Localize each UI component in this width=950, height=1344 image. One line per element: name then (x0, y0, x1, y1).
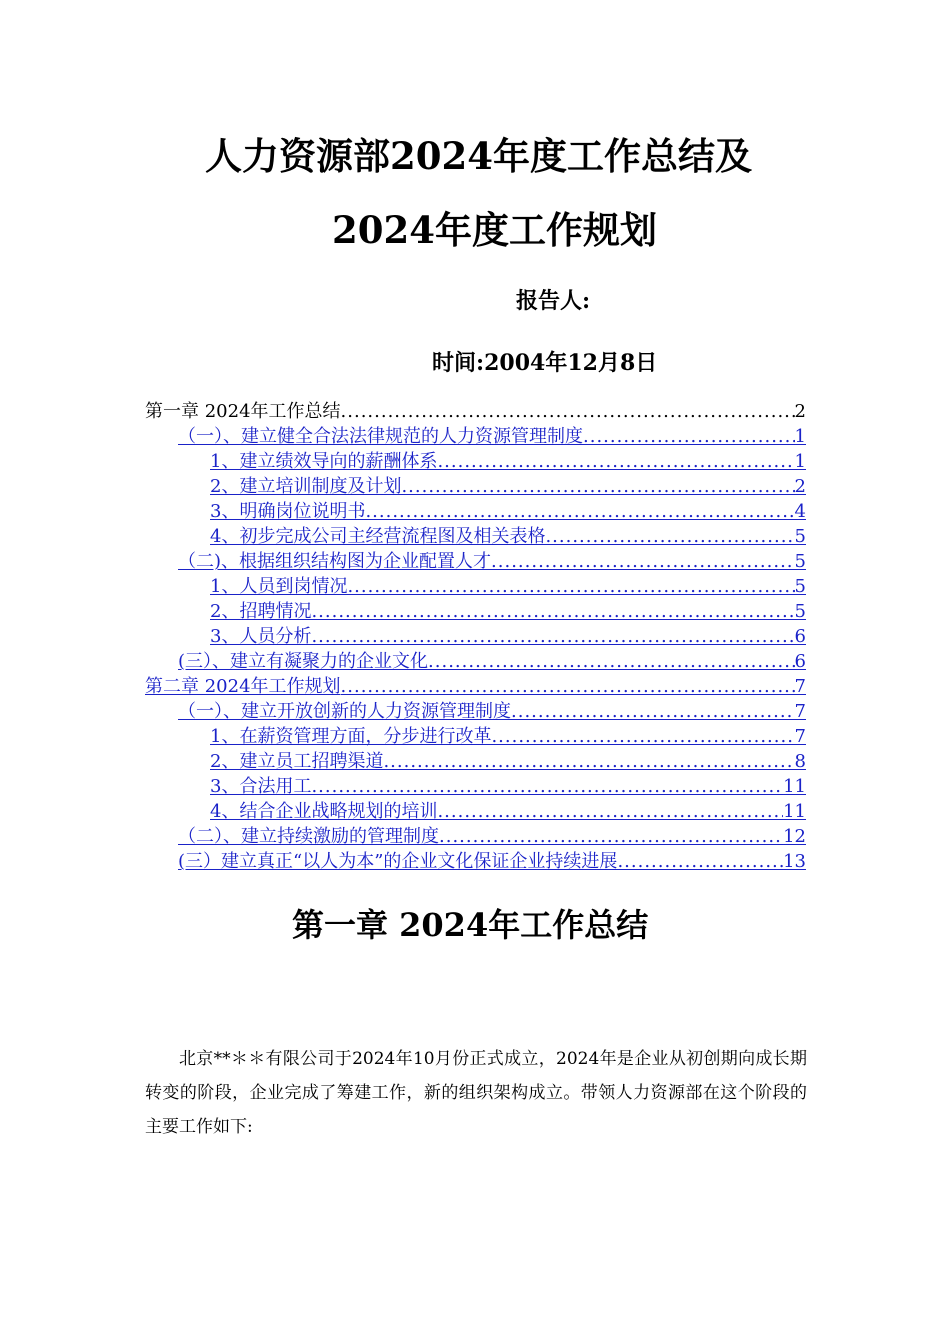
toc-entry-title: （二)、根据组织结构图为企业配置人才 (178, 551, 492, 572)
toc-entry-page: 7 (794, 701, 806, 722)
toc-dot-leader (341, 399, 795, 424)
toc-entry-title: (三）、建立有凝聚力的企业文化 (178, 651, 429, 672)
toc-entry[interactable] (145, 824, 806, 849)
toc-dot-leader (491, 549, 795, 574)
body-paragraph: 北京**＊＊有限公司于2024年10月份正式成立，2024年是企业从初创期向成长期转变的阶段，企业完成了筹建工作，新的组织架构成立。带领人力资源部在这个阶段的主要工作如下: (145, 1049, 807, 1137)
toc-entry-title: 3、人员分析 (210, 626, 312, 647)
toc-entry-title: 1、人员到岗情况 (210, 576, 348, 597)
document-title-line-2: 2024年度工作规划 (332, 208, 657, 252)
toc-entry[interactable] (145, 774, 806, 799)
toc-entry-page: 5 (794, 551, 806, 572)
toc-dot-leader (401, 474, 794, 499)
toc-dot-leader (341, 674, 795, 699)
toc-entry-page: 1 (794, 426, 806, 447)
toc-entry[interactable] (145, 799, 806, 824)
toc-entry-page: 5 (794, 601, 806, 622)
toc-entry-title: (三）建立真正“以人为本”的企业文化保证企业持续进展 (178, 851, 618, 872)
toc-dot-leader (311, 624, 794, 649)
toc-entry[interactable] (145, 524, 806, 549)
toc-entry-title: 3、明确岗位说明书 (210, 501, 366, 522)
toc-entry-page: 2 (794, 401, 806, 422)
report-date: 时间:2004年12月8日 (432, 350, 658, 376)
toc-dot-leader (347, 574, 794, 599)
toc-entry[interactable] (145, 449, 806, 474)
toc-entry-title: 1、建立绩效导向的薪酬体系 (210, 451, 438, 472)
toc-entry-page: 13 (783, 851, 806, 872)
toc-entry[interactable] (145, 599, 806, 624)
toc-entry-page: 1 (794, 451, 806, 472)
toc-dot-leader (437, 449, 794, 474)
toc-entry-title: （一）、建立开放创新的人力资源管理制度 (178, 701, 511, 722)
toc-entry-title: 3、合法用工 (210, 776, 312, 797)
toc-dot-leader (617, 849, 783, 874)
toc-entry[interactable] (145, 499, 806, 524)
toc-dot-leader (437, 799, 783, 824)
chapter-heading: 第一章 2024年工作总结 (292, 906, 649, 944)
toc-entry-page: 8 (794, 751, 806, 772)
toc-entry-title: 4、初步完成公司主经营流程图及相关表格 (210, 526, 546, 547)
toc-entry-title: 第一章 2024年工作总结 (145, 401, 341, 422)
toc-dot-leader (439, 824, 783, 849)
toc-dot-leader (583, 424, 795, 449)
toc-entry-page: 11 (783, 801, 806, 822)
toc-entry-title: 2、招聘情况 (210, 601, 312, 622)
toc-entry[interactable] (145, 724, 806, 749)
toc-entry-title: （一）、建立健全合法法律规范的人力资源管理制度 (178, 426, 583, 447)
toc-entry-page: 5 (794, 576, 806, 597)
toc-entry[interactable] (145, 424, 806, 449)
toc-dot-leader (311, 599, 794, 624)
document-title-line-1: 人力资源部2024年度工作总结及 (205, 134, 752, 178)
toc-entry[interactable] (145, 674, 806, 699)
toc-entry[interactable] (145, 624, 806, 649)
table-of-contents (145, 399, 806, 874)
toc-entry[interactable] (145, 749, 806, 774)
toc-entry-page: 5 (794, 526, 806, 547)
toc-entry-page: 4 (794, 501, 806, 522)
toc-entry-page: 2 (794, 476, 806, 497)
toc-entry-title: 2、建立员工招聘渠道 (210, 751, 384, 772)
toc-entry-page: 12 (783, 826, 806, 847)
toc-dot-leader (491, 724, 794, 749)
toc-entry[interactable] (145, 574, 806, 599)
toc-entry-page: 6 (794, 651, 806, 672)
toc-dot-leader (311, 774, 783, 799)
toc-entry-page: 7 (794, 676, 806, 697)
toc-dot-leader (428, 649, 795, 674)
toc-entry-title: （二）、建立持续激励的管理制度 (178, 826, 439, 847)
toc-dot-leader (511, 699, 795, 724)
toc-entry-title: 4、结合企业战略规划的培训 (210, 801, 438, 822)
toc-entry-title: 2、建立培训制度及计划 (210, 476, 402, 497)
toc-entry[interactable] (145, 474, 806, 499)
toc-entry[interactable] (145, 849, 806, 874)
toc-entry-page: 7 (794, 726, 806, 747)
toc-entry-page: 11 (783, 776, 806, 797)
toc-entry (145, 399, 806, 424)
toc-entry-title: 1、在薪资管理方面，分步进行改革 (210, 726, 492, 747)
toc-dot-leader (545, 524, 794, 549)
toc-entry[interactable] (145, 549, 806, 574)
toc-entry-page: 6 (794, 626, 806, 647)
toc-dot-leader (383, 749, 794, 774)
toc-entry[interactable] (145, 649, 806, 674)
toc-entry-title: 第二章 2024年工作规划 (145, 676, 341, 697)
toc-entry[interactable] (145, 699, 806, 724)
reporter-label: 报告人: (516, 288, 591, 314)
toc-dot-leader (365, 499, 794, 524)
